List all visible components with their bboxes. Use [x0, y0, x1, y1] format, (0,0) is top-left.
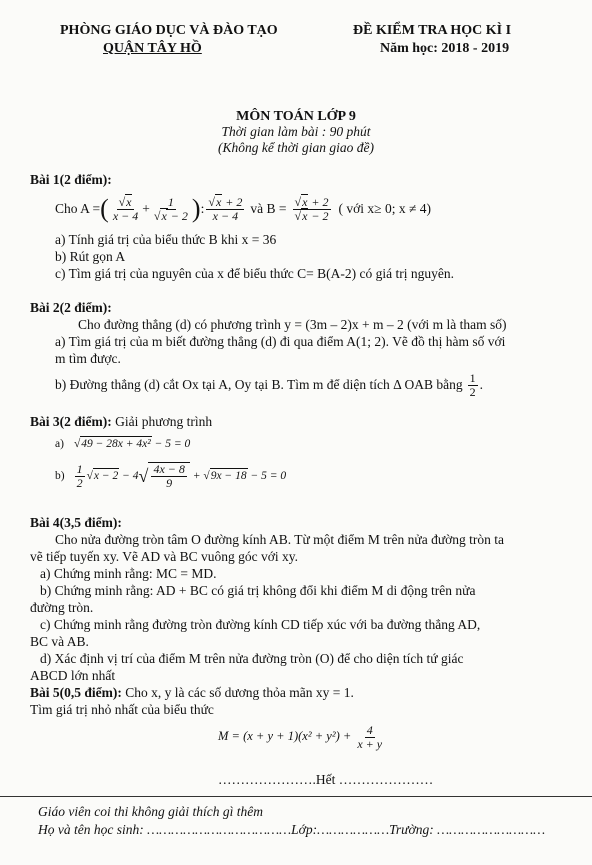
bai2-part-a-line1: a) Tìm giá trị của m biết đường thẳng (d) đi qua điểm A(1; 2). Vẽ đồ thị hàm số với — [55, 334, 506, 349]
district-name: QUẬN TÂY HỒ — [103, 41, 202, 56]
bai3-part-b: b) $\frac{1}{2}$ √ x − 2 − 4 √ $\frac{4x - 8}{9}$ + √ 9x − 18 − 5 = 0 — [55, 459, 286, 493]
department-name: PHÒNG GIÁO DỤC VÀ ĐÀO TẠO — [60, 23, 278, 38]
bai5-expression: M = (x + y + 1)(x² + y²) + $\frac{4}{x + y}$ — [218, 722, 383, 751]
bai3-heading: Bài 3(2 điểm): Giải phương trình — [30, 414, 213, 429]
bai2-part-b: b) Đường thẳng (d) cắt Ox tại A, Oy tại B. Tìm m để diện tích Δ OAB bằng $\frac{1}{2}$ . — [55, 371, 483, 399]
bai1-heading: Bài 1(2 điểm): — [30, 172, 112, 187]
bai3-a-label: a) — [55, 437, 64, 450]
footer-divider — [0, 796, 592, 797]
school-year: Năm học: 2018 - 2019 — [380, 41, 510, 56]
bai1-part-a: a) Tính giá trị của biểu thức B khi x = 36 — [55, 232, 277, 247]
bai4-p1: Cho nửa đường tròn tâm O đường kính AB. Từ một điểm M trên nửa đường tròn ta — [55, 532, 505, 547]
bai4-part-c-line1: c) Chứng minh rằng đường tròn đường kính CD tiếp xúc với ba đường thẳng AD, — [40, 617, 481, 632]
bai3-part-a: a) √ 49 − 28x + 4x² − 5 = 0 — [55, 436, 190, 451]
duration-note: (Không kể thời gian giao đề) — [217, 140, 375, 155]
bai2-part-a-line2: m tìm được. — [55, 351, 121, 366]
bai2-intro: Cho đường thẳng (d) có phương trình y = (3m – 2)x + m – 2 (với m là tham số) — [78, 317, 507, 332]
frac-sqrtx-over-x-4: √ $\frac{x}{x - 4}$ — [111, 196, 140, 222]
bai5-heading: Bài 5(0,5 điểm): — [30, 685, 126, 700]
bai4-p2: vẽ tiếp tuyến xy. Vẽ AD và BC vuông góc với xy. — [30, 549, 298, 564]
bai1-cho: Cho A = — [55, 200, 101, 216]
frac-1-over-sqrtx-2: 1 √ x − 2 — [152, 196, 190, 222]
bai2-part-b-text: b) Đường thẳng (d) cắt Ox tại A, Oy tại B. Tìm m để diện tích Δ OAB bằng — [55, 376, 463, 392]
bai5-intro: Cho x, y là các số dương thỏa mãn xy = 1. — [125, 685, 354, 700]
frac-b-expression: √ x + 2 √ x − 2 — [293, 196, 331, 222]
bai1-condition: ( với x≥ 0; x ≠ 4) — [338, 200, 431, 216]
exam-title: ĐỀ KIỂM TRA HỌC KÌ I — [353, 23, 512, 38]
frac-one-half: $\frac{1}{2}$ — [469, 371, 476, 399]
bai4-heading: Bài 4(3,5 điểm): — [30, 515, 122, 530]
bai5-task: Tìm giá trị nhỏ nhất của biểu thức — [30, 702, 214, 717]
bai1-va-b: và B = — [250, 200, 287, 216]
bai1-part-b: b) Rút gọn A — [55, 249, 126, 264]
student-info-line: Họ và tên học sinh: ………………………………Lớp:………………Trường: ……………………… — [38, 822, 546, 837]
bai4-part-d-line1: d) Xác định vị trí của điểm M trên nửa đường tròn (O) để cho diện tích tứ giác — [40, 651, 464, 666]
bai3-b-label: b) — [55, 469, 65, 482]
bai2-heading: Bài 2(2 điểm): — [30, 300, 112, 315]
proctor-note: Giáo viên coi thi không giải thích gì thêm — [38, 804, 263, 819]
bai4-part-c-line2: BC và AB. — [30, 634, 89, 649]
bai4-part-a: a) Chứng minh rằng: MC = MD. — [40, 566, 217, 581]
end-marker: ………………….Hết ………………… — [218, 772, 434, 787]
bai5-expr-left: M = (x + y + 1)(x² + y²) + — [218, 729, 352, 744]
bai4-part-d-line2: ABCD lớn nhất — [30, 668, 116, 683]
exam-duration: Thời gian làm bài : 90 phút — [221, 124, 371, 139]
subject-title: MÔN TOÁN LỚP 9 — [236, 109, 356, 124]
bai1-formula: Cho A = ( √ $\frac{x}{x - 4}$ + 1 √ x − 2 ) : √ $\frac{x + 2}{x - 4}$ và B = √ x + 2 √ x − 2 ( với x≥ 0; x ≠ 4) — [55, 191, 431, 227]
bai4-part-b-line2: đường tròn. — [30, 600, 94, 615]
bai1-part-c: c) Tìm giá trị của nguyên của x để biểu thức C= B(A-2) có giá trị nguyên. — [55, 266, 454, 281]
frac-sqrtx2-over-x-4: √ $\frac{x + 2}{x - 4}$ — [206, 196, 244, 222]
bai4-part-b-line1: b) Chứng minh rằng: AD + BC có giá trị không đổi khi điểm M di động trên nửa — [40, 583, 476, 598]
bai5-intro-line — [30, 685, 354, 702]
